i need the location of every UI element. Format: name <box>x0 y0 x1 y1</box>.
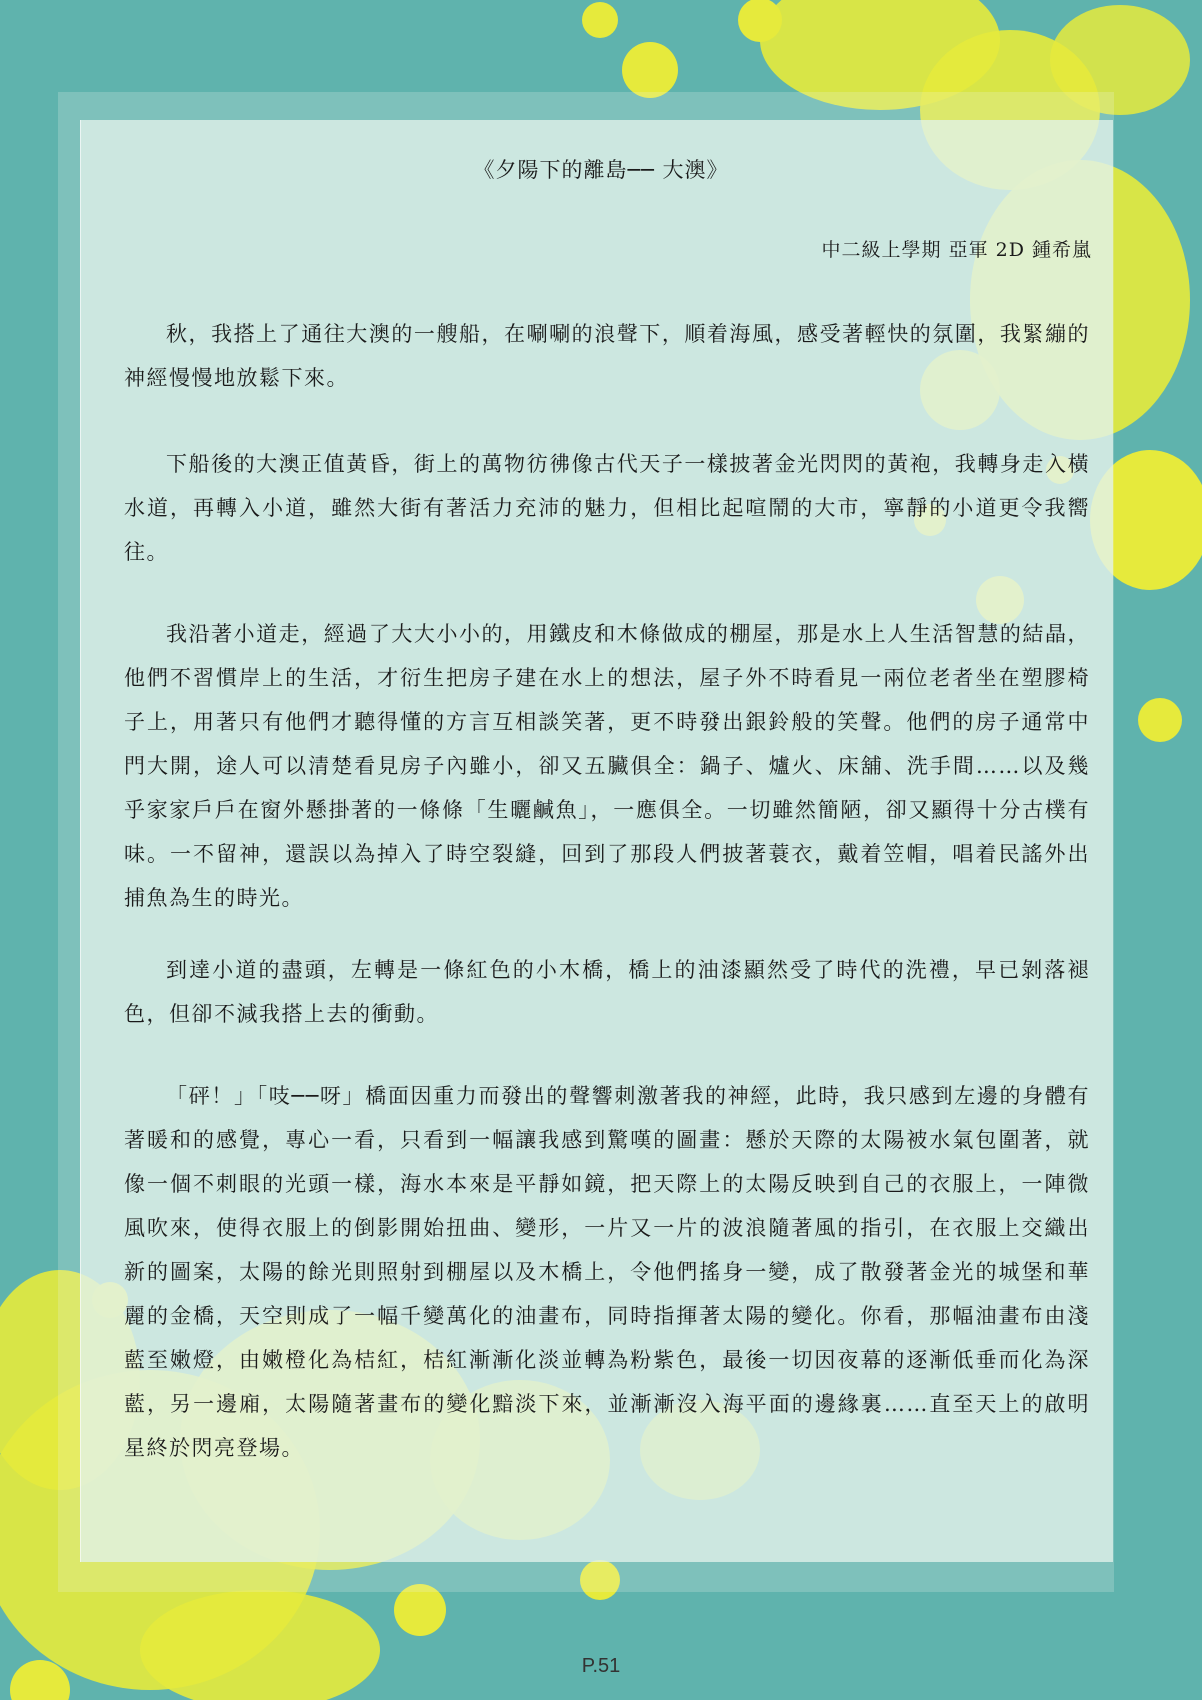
paragraph-4: 到達小道的盡頭，左轉是一條紅色的小木橋，橋上的油漆顯然受了時代的洗禮，早已剝落褪色，但卻不減我搭上去的衝動。 <box>124 958 1090 1026</box>
paragraph-2: 下船後的大澳正值黃昏，街上的萬物彷彿像古代天子一樣披著金光閃閃的黃袍，我轉身走入橫水道，再轉入小道，雖然大街有著活力充沛的魅力，但相比起喧鬧的大市，寧靜的小道更令我嚮往。 <box>124 452 1090 564</box>
article-title: 《夕陽下的離島── 大澳》 <box>473 158 729 182</box>
author-line: 中二級上學期 亞軍 2D 鍾希嵐 <box>821 239 1092 261</box>
paragraph-3: 我沿著小道走，經過了大大小小的，用鐵皮和木條做成的棚屋，那是水上人生活智慧的結晶，他們不習慣岸上的生活，才衍生把房子建在水上的想法，屋子外不時看見一兩位老者坐在塑膠椅子上，用著只有他們才聽得懂的方言互相談笑著，更不時發出銀鈴般的笑聲。他們的房子通常中門大開，途人可以清楚看見房子內雖小，卻又五臟俱全：鍋子、爐火、床舖、洗手間……以及幾乎家家戶戶在窗外懸掛著的一條條「生曬鹹魚」，一應俱全。一切雖然簡陋，卻又顯得十分古樸有味。一不留神，還誤以為掉入了時空裂縫，回到了那段人們披著蓑衣，戴着笠帽，唱着民謠外出捕魚為生的時光。 <box>124 622 1090 910</box>
paragraph-5: 「砰！」「吱──呀」橋面因重力而發出的聲響刺激著我的神經，此時，我只感到左邊的身體有著暖和的感覺，專心一看，只看到一幅讓我感到驚嘆的圖畫：懸於天際的太陽被水氣包圍著，就像一個不刺眼的光頭一樣，海水本來是平靜如鏡，把天際上的太陽反映到自己的衣服上，一陣微風吹來，使得衣服上的倒影開始扭曲、變形，一片又一片的波浪隨著風的指引，在衣服上交織出新的圖案，太陽的餘光則照射到棚屋以及木橋上，令他們搖身一變，成了散發著金光的城堡和華麗的金橋，天空則成了一幅千變萬化的油畫布，同時指揮著太陽的變化。你看，那幅油畫布由淺藍至嫩燈，由嫩橙化為桔紅，桔紅漸漸化淡並轉為粉紫色，最後一切因夜幕的逐漸低垂而化為深藍，另一邊廂，太陽隨著畫布的變化黯淡下來，並漸漸沒入海平面的邊緣裏……直至天上的啟明星終於閃亮登場。 <box>124 1084 1090 1460</box>
paragraph-1: 秋，我搭上了通往大澳的一艘船，在唰唰的浪聲下，順着海風，感受著輕快的氛圍，我緊繃的神經慢慢地放鬆下來。 <box>124 322 1090 390</box>
page-number: P.51 <box>581 1655 621 1677</box>
